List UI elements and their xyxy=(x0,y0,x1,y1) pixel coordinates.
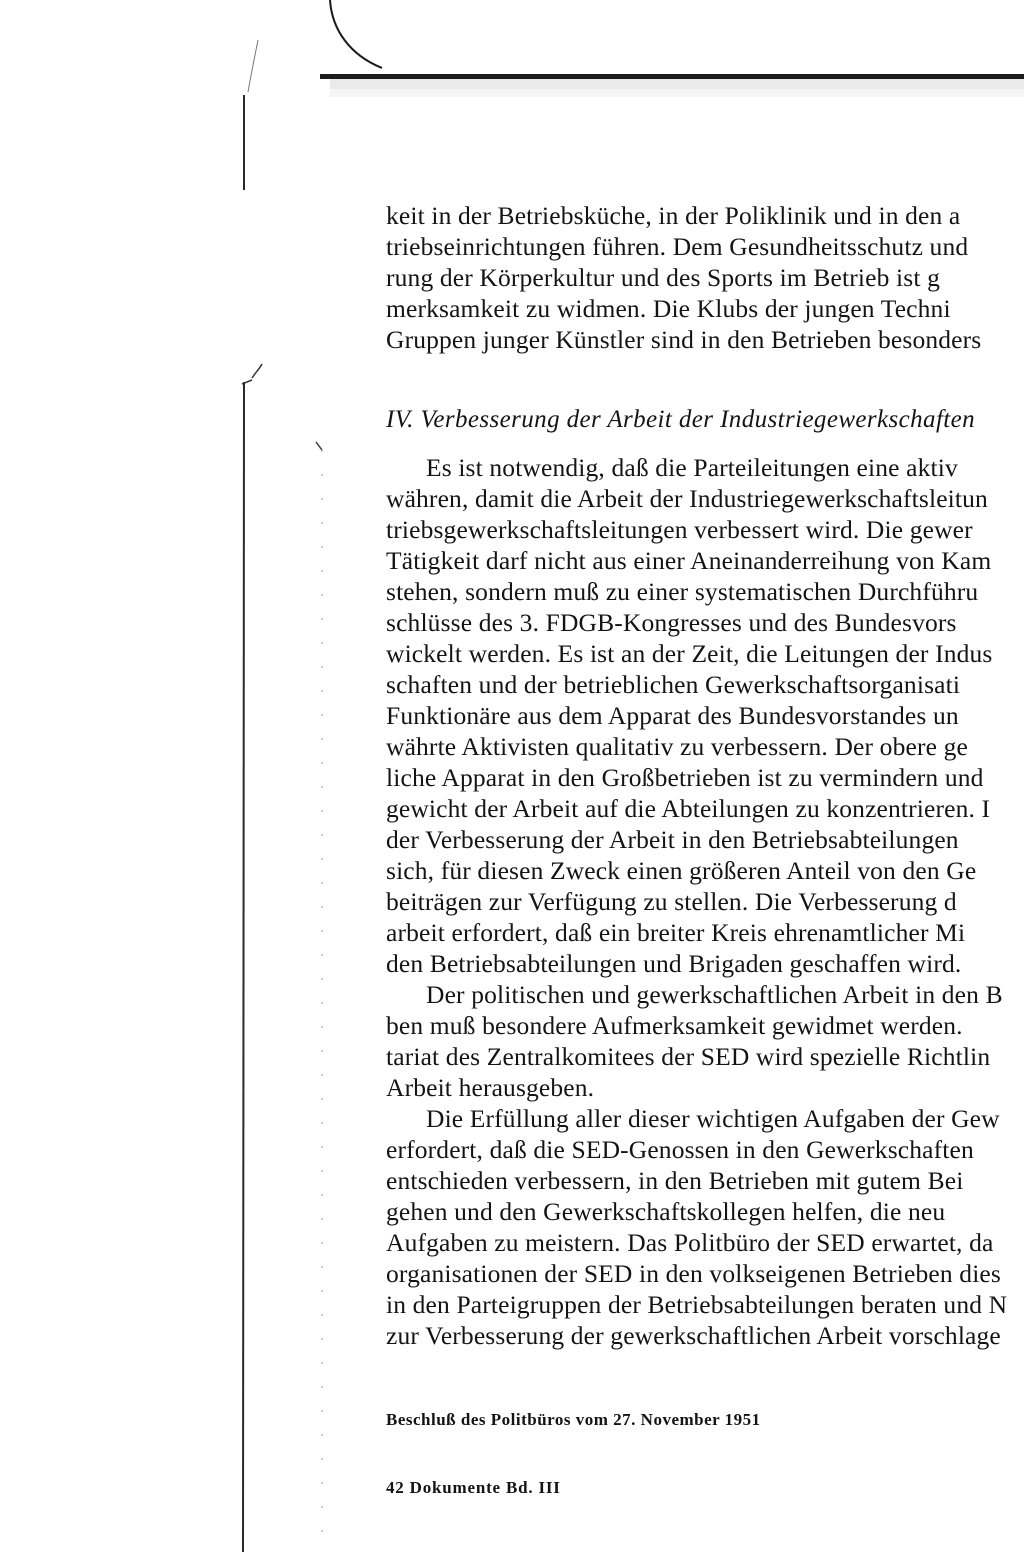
text-line: Aufgaben zu meistern. Das Politbüro der SED erwartet, da xyxy=(386,1228,994,1257)
section-body xyxy=(386,452,1024,1351)
text-line: Gruppen junger Künstler sind in den Betrieben besonders xyxy=(386,325,982,354)
text-line: währen, damit die Arbeit der Industriegewerkschaftsleitun xyxy=(386,484,988,513)
text-line: zur Verbesserung der gewerkschaftlichen Arbeit vorschlage xyxy=(386,1321,1001,1350)
text-line: arbeit erfordert, daß ein breiter Kreis ehrenamtlicher Mi xyxy=(386,918,966,947)
text-line: Die Erfüllung aller dieser wichtigen Aufgaben der Gew xyxy=(426,1104,1000,1133)
text-line: Arbeit herausgeben. xyxy=(386,1073,595,1102)
text-line: sich, für diesen Zweck einen größeren Anteil von den Ge xyxy=(386,856,977,885)
text-line: ben muß besondere Aufmerksamkeit gewidmet werden. xyxy=(386,1011,963,1040)
text-line: gewicht der Arbeit auf die Abteilungen zu konzentrieren. I xyxy=(386,794,991,823)
text-line: entschieden verbessern, in den Betrieben mit gutem Bei xyxy=(386,1166,964,1195)
text-line: keit in der Betriebsküche, in der Poliklinik und in den a xyxy=(386,201,961,230)
text-line: schlüsse des 3. FDGB-Kongresses und des Bundesvors xyxy=(386,608,957,637)
text-line: Es ist notwendig, daß die Parteileitungen eine aktiv xyxy=(426,453,958,482)
text-line: schaften und der betrieblichen Gewerkschaftsorganisati xyxy=(386,670,961,699)
text-line: rung der Körperkultur und des Sports im Betrieb ist g xyxy=(386,263,940,292)
text-line: erfordert, daß die SED-Genossen in den Gewerkschaften xyxy=(386,1135,974,1164)
text-line: Funktionäre aus dem Apparat des Bundesvorstandes un xyxy=(386,701,959,730)
text-line: organisationen der SED in den volkseigenen Betrieben dies xyxy=(386,1259,1001,1288)
text-line: gehen und den Gewerkschaftskollegen helfen, die neu xyxy=(386,1197,946,1226)
text-line: beiträgen zur Verfügung zu stellen. Die Verbesserung d xyxy=(386,887,957,916)
text-line: der Verbesserung der Arbeit in den Betriebsabteilungen xyxy=(386,825,959,854)
continued-paragraph xyxy=(386,200,1024,355)
text-line: in den Parteigruppen der Betriebsabteilungen beraten und N xyxy=(386,1290,1008,1319)
section-heading: IV. Verbesserung der Arbeit der Industriegewerkschaften xyxy=(386,406,976,433)
text-line: triebseinrichtungen führen. Dem Gesundheitsschutz und xyxy=(386,232,969,261)
text-line: triebsgewerkschaftsleitungen verbessert wird. Die gewer xyxy=(386,515,973,544)
text-line: den Betriebsabteilungen und Brigaden geschaffen wird. xyxy=(386,949,962,978)
text-line: merksamkeit zu widmen. Die Klubs der jungen Techni xyxy=(386,294,951,323)
resolution-note: Beschluß des Politbüros vom 27. November 1951 xyxy=(386,1410,761,1429)
text-line: währte Aktivisten qualitativ zu verbessern. Der obere ge xyxy=(386,732,968,761)
text-line: Der politischen und gewerkschaftlichen Arbeit in den B xyxy=(426,980,1003,1009)
page-footer: 42 Dokumente Bd. III xyxy=(386,1478,561,1497)
text-line: stehen, sondern muß zu einer systematischen Durchführu xyxy=(386,577,979,606)
text-line: liche Apparat in den Großbetrieben ist zu vermindern und xyxy=(386,763,984,792)
text-line: Tätigkeit darf nicht aus einer Aneinanderreihung von Kam xyxy=(386,546,992,575)
text-line: wickelt werden. Es ist an der Zeit, die Leitungen der Indus xyxy=(386,639,993,668)
text-line: tariat des Zentralkomitees der SED wird spezielle Richtlin xyxy=(386,1042,991,1071)
